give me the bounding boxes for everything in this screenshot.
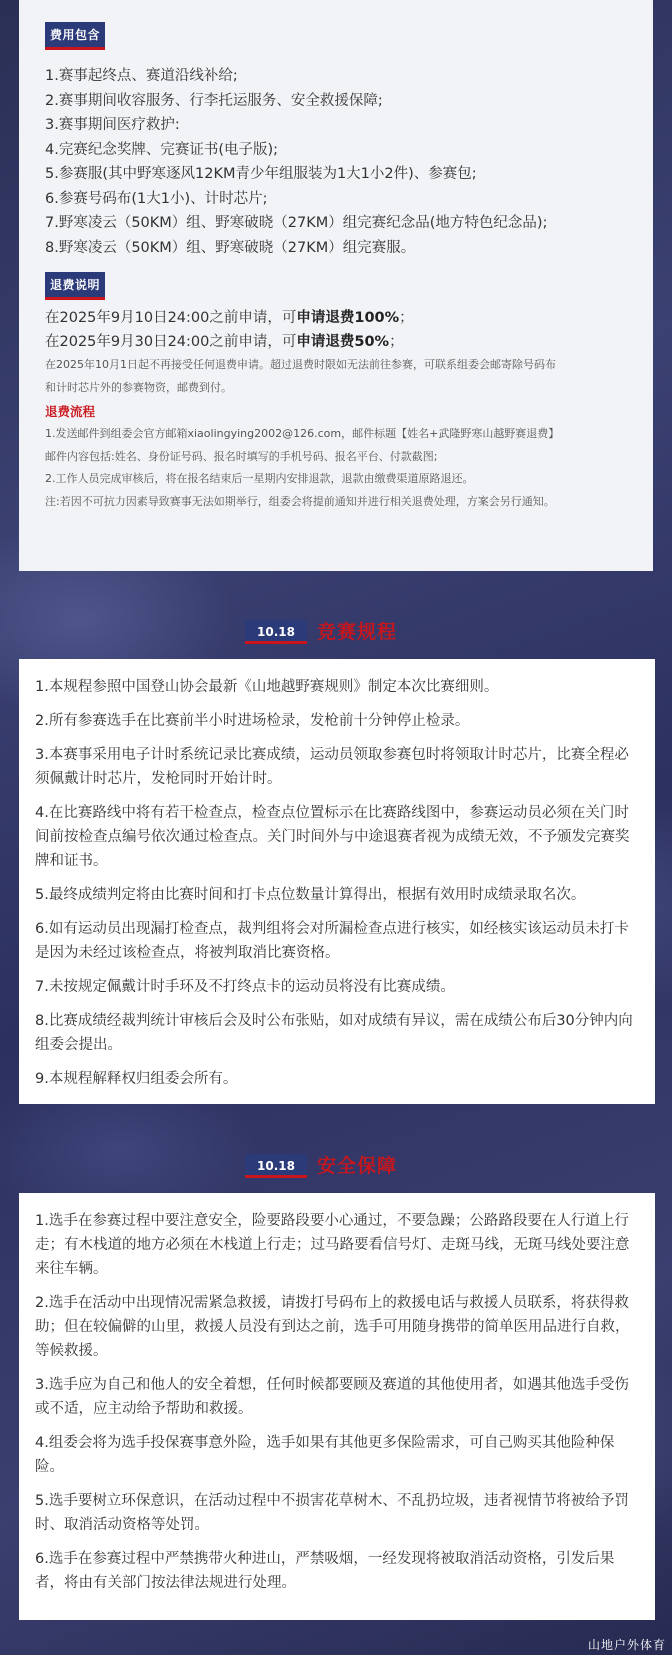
safety-title: 安全保障 — [317, 1155, 398, 1177]
refund-line-1-suffix: ； — [399, 310, 414, 326]
fees-list — [45, 64, 632, 260]
rules-item: 9.本规程解释权归组委会所有。 — [35, 1071, 238, 1087]
refund-tag: 退费说明 — [45, 272, 105, 300]
refund-line-2 — [45, 330, 632, 354]
rules-title: 竞赛规程 — [317, 621, 398, 643]
rules-item: 6.如有运动员出现漏打检查点，裁判组将会对所漏检查点进行核实，如经核实该运动员未打卡是因为未经过该检查点，将被判取消比赛资格。 — [35, 921, 629, 961]
fees-item: 3.赛事期间医疗救护: — [45, 117, 180, 133]
refund-process-note: 注:若因不可抗力因素导致赛事无法如期举行，组委会将提前通知并进行相关退费处理，方案会另行通知。 — [45, 494, 555, 508]
refund-block — [45, 306, 632, 513]
safety-item: 3.选手应为自己和他人的安全着想，任何时候都要顾及赛道的其他使用者，如遇其他选手受伤或不适，应主动给予帮助和救援。 — [35, 1377, 629, 1417]
safety-date-badge: 10.18 — [245, 1154, 307, 1178]
fees-item: 2.赛事期间收容服务、行李托运服务、安全救援保障; — [45, 92, 383, 109]
safety-item: 6.选手在参赛过程中严禁携带火种进山，严禁吸烟，一经发现将被取消活动资格，引发后果者，将由有关部门按法律法规进行处理。 — [35, 1551, 615, 1591]
refund-line-2-suffix: ； — [389, 334, 404, 350]
rules-item: 5.最终成绩判定将由比赛时间和打卡点位数量计算得出，根据有效用时成绩录取名次。 — [35, 887, 586, 903]
rules-item: 2.所有参赛选手在比赛前半小时进场检录，发枪前十分钟停止检录。 — [35, 713, 470, 729]
refund-note-2: 和计时芯片外的参赛物资，邮费到付。 — [45, 380, 232, 394]
safety-item: 5.选手要树立环保意识，在活动过程中不损害花草树木、不乱扔垃圾，违者视情节将被给予罚时、取消活动资格等处罚。 — [35, 1493, 629, 1533]
rules-card — [19, 659, 655, 1104]
refund-process-title: 退费流程 — [45, 404, 96, 419]
safety-card — [19, 1193, 655, 1620]
refund-line-1 — [45, 306, 632, 330]
safety-item: 4.组委会将为选手投保赛事意外险，选手如果有其他更多保险需求，可自己购买其他险种保险。 — [35, 1435, 615, 1475]
rules-item: 4.在比赛路线中将有若干检查点，检查点位置标示在比赛路线图中，参赛运动员必须在关门时间前按检查点编号依次通过检查点。关门时间外与中途退赛者视为成绩无效，不予颁发完赛奖牌和证书。 — [35, 805, 630, 869]
fees-item: 6.参赛号码布(1大1小)、计时芯片; — [45, 190, 268, 207]
rules-item: 7.未按规定佩戴计时手环及不打终点卡的运动员将没有比赛成绩。 — [35, 979, 455, 995]
watermark: 山地户外体育 — [587, 1638, 666, 1652]
rules-item: 8.比赛成绩经裁判统计审核后会及时公布张贴，如对成绩有异议，需在成绩公布后30分钟内向组委会提出。 — [35, 1013, 633, 1053]
refund-process-1: 1.发送邮件到组委会官方邮箱xiaolingying2002@126.com，邮件标题【姓名+武隆野寒山越野赛退费】 — [45, 427, 560, 440]
fees-item: 4.完赛纪念奖牌、完赛证书(电子版); — [45, 141, 279, 158]
refund-line-1-prefix: 在2025年9月10日24:00之前申请，可 — [45, 310, 297, 326]
safety-item: 1.选手在参赛过程中要注意安全，险要路段要小心通过，不要急躁；公路路段要在人行道上行走；有木栈道的地方必须在木栈道上行走；过马路要看信号灯、走斑马线，无斑马线处要注意来往车辆。 — [35, 1213, 630, 1277]
fees-item: 8.野寒凌云（50KM）组、野寒破晓（27KM）组完赛服。 — [45, 239, 416, 256]
fees-refund-card — [19, 0, 653, 571]
fees-item: 5.参赛服(其中野寒逐风12KM青少年组服装为1大1小2件)、参赛包; — [45, 166, 477, 182]
safety-item: 2.选手在活动中出现情况需紧急救援，请拨打号码布上的救援电话与救援人员联系，将获得救助；但在较偏僻的山里，救援人员没有到达之前，选手可用随身携带的简单医用品进行自救，等候救援。 — [35, 1295, 630, 1359]
refund-line-1-bold: 申请退费100% — [296, 310, 400, 326]
rules-item: 3.本赛事采用电子计时系统记录比赛成绩，运动员领取参赛包时将领取计时芯片，比赛全程必须佩戴计时芯片，发枪同时开始计时。 — [35, 747, 629, 787]
refund-note-1: 在2025年10月1日起不再接受任何退费申请。超过退费时限如无法前往参赛，可联系组委会邮寄除号码布 — [45, 358, 556, 371]
refund-process-2: 邮件内容包括:姓名、身份证号码、报名时填写的手机号码、报名平台、付款截图; — [45, 449, 438, 463]
refund-process-3: 2.工作人员完成审核后，将在报名结束后一星期内安排退款，退款由缴费渠道原路退还。 — [45, 472, 474, 485]
rules-item: 1.本规程参照中国登山协会最新《山地越野赛规则》制定本次比赛细则。 — [35, 679, 499, 695]
fees-item: 1.赛事起终点、赛道沿线补给; — [45, 68, 238, 84]
safety-section-header — [0, 1152, 672, 1182]
fees-tag: 费用包含 — [45, 22, 105, 50]
rules-section-header — [0, 618, 672, 648]
refund-line-2-bold: 申请退费50% — [296, 334, 390, 350]
rules-date-badge: 10.18 — [245, 620, 307, 644]
refund-line-2-prefix: 在2025年9月30日24:00之前申请，可 — [45, 334, 297, 350]
fees-item: 7.野寒凌云（50KM）组、野寒破晓（27KM）组完赛纪念品(地方特色纪念品); — [45, 215, 548, 231]
